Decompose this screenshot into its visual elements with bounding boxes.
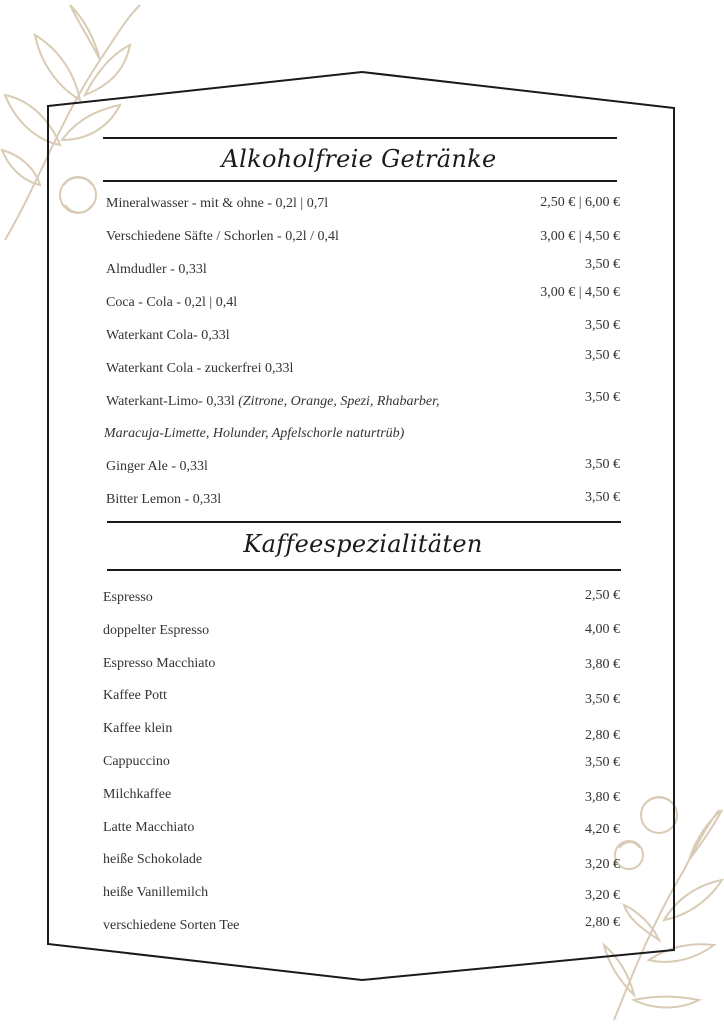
- menu-item-price: 3,50 €: [585, 348, 620, 363]
- menu-item-price: 3,20 €: [585, 857, 620, 872]
- section-rule: [107, 521, 621, 523]
- section-title: Kaffeespezialitäten: [243, 530, 483, 558]
- menu-item-price: 3,50 €: [585, 490, 620, 505]
- menu-item-name: heiße Vanillemilch: [103, 885, 209, 900]
- menu-item-name: Kaffee klein: [103, 721, 173, 736]
- menu-item-name: Kaffee Pott: [103, 688, 167, 703]
- menu-item-price: 2,80 €: [585, 915, 620, 930]
- menu-item-name: Cappuccino: [103, 754, 170, 769]
- menu-item-price: 3,80 €: [585, 790, 620, 805]
- menu-item-name: Latte Macchiato: [103, 820, 195, 835]
- menu-item-price: 3,50 €: [585, 257, 620, 272]
- menu-item-name: doppelter Espresso: [103, 623, 210, 638]
- section-title: Alkoholfreie Getränke: [221, 145, 497, 173]
- menu-item-price: 3,50 €: [585, 318, 620, 333]
- menu-item-name-detail: (Zitrone, Orange, Spezi, Rhabarber,: [238, 394, 440, 409]
- menu-item-price: 3,20 €: [585, 888, 620, 903]
- menu-item-name: heiße Schokolade: [103, 852, 203, 867]
- menu-item-name: Espresso Macchiato: [103, 656, 216, 671]
- section-rule: [103, 137, 617, 139]
- menu-item-name: Coca - Cola - 0,2l | 0,4l: [106, 295, 238, 310]
- section-rule: [107, 569, 621, 571]
- menu-item-name-detail-line2: Maracuja-Limette, Holunder, Apfelschorle naturtrüb): [104, 426, 405, 441]
- menu-item-price: 2,50 € | 6,00 €: [540, 195, 620, 210]
- menu-item-price: 3,50 €: [585, 692, 620, 707]
- menu-item-name: Waterkant Cola - zuckerfrei 0,33l: [106, 361, 294, 376]
- menu-item-price: 3,50 €: [585, 755, 620, 770]
- menu-item-name: Espresso: [103, 590, 153, 605]
- menu-item-name: Milchkaffee: [103, 787, 172, 802]
- menu-item-name: Ginger Ale - 0,33l: [106, 459, 208, 474]
- menu-item-price: 2,80 €: [585, 728, 620, 743]
- menu-item-name: Almdudler - 0,33l: [106, 262, 207, 277]
- menu-item-name: verschiedene Sorten Tee: [103, 918, 240, 933]
- menu-item-price: 3,50 €: [585, 457, 620, 472]
- menu-item-price: 3,80 €: [585, 657, 620, 672]
- menu-item-name: Bitter Lemon - 0,33l: [106, 492, 222, 507]
- menu-item-name: [106, 394, 440, 410]
- menu-item-price: 3,50 €: [585, 390, 620, 405]
- menu-item-name: Verschiedene Säfte / Schorlen - 0,2l / 0,4l: [106, 229, 339, 244]
- menu-item-price: 4,00 €: [585, 622, 620, 637]
- menu-item-name-main: Waterkant-Limo- 0,33l: [106, 394, 235, 409]
- menu-item-price: 4,20 €: [585, 822, 620, 837]
- menu-item-name: Mineralwasser - mit & ohne - 0,2l | 0,7l: [106, 196, 329, 211]
- section-rule: [103, 180, 617, 182]
- menu-item-name: Waterkant Cola- 0,33l: [106, 328, 230, 343]
- menu-item-price: 2,50 €: [585, 588, 620, 603]
- menu-item-price: 3,00 € | 4,50 €: [540, 285, 620, 300]
- menu-item-price: 3,00 € | 4,50 €: [540, 229, 620, 244]
